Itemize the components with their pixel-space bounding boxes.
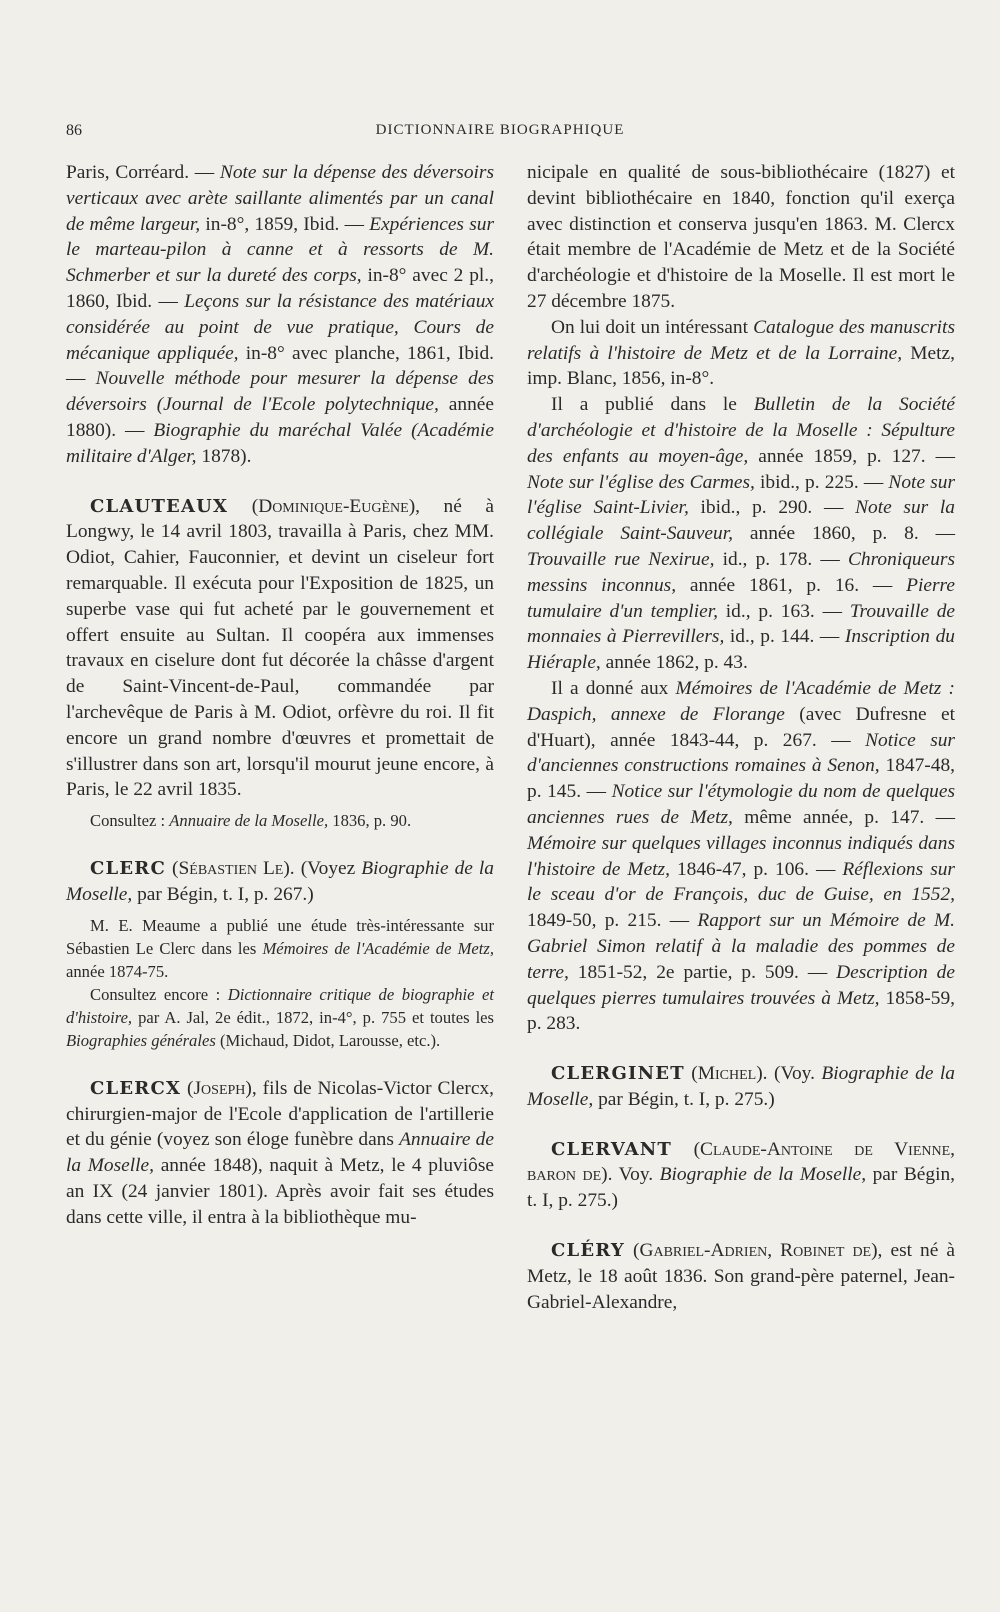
entry-heading: CLAUTEAUX bbox=[90, 495, 229, 517]
note-meaume: M. E. Meaume a publié une étude très-intéressante sur Sébastien Le Clerc dans les Mémoires de l'Académie de Metz, année 1874-75. bbox=[66, 915, 494, 981]
entry-heading: CLERCX bbox=[90, 1077, 182, 1099]
paragraph-bulletin: Il a publié dans le Bulletin de la Société d'archéologie et d'histoire de la Moselle : Sépulture des enfants au moyen-âge, année 1859, p. 127. — Note sur l'église des Carmes, ibid., p. 225. — Note sur l'église Saint-Livier, ibid., p. 290. — Note sur la collégiale Saint-Sauveur, année 1860, p. 8. — Trouvaille rue Nexirue, id., p. 178. — Chroniqueurs messins inconnus, année 1861, p. 16. — Pierre tumulaire d'un templier, id., p. 163. — Trouvaille de monnaies à Pierrevillers, id., p. 144. — Inscription du Hiéraple, année 1862, p. 43. bbox=[527, 394, 956, 674]
running-title: DICTIONNAIRE BIOGRAPHIQUE bbox=[375, 122, 625, 138]
entry-heading: CLERC bbox=[90, 858, 166, 880]
entry-clery: CLÉRY (Gabriel-Adrien, Robinet de), est né à Metz, le 18 août 1836. Son grand-père paternel, Jean-Gabriel-Alexandre, bbox=[527, 1240, 955, 1313]
entry-clervant: CLERVANT (Claude-Antoine de Vienne, baron de). Voy. Biographie de la Moselle, par Bégin, t. I, p. 275.) bbox=[527, 1138, 956, 1212]
entry-clerginet: CLERGINET (Michel). (Voy. Biographie de la Moselle, par Bégin, t. I, p. 275.) bbox=[527, 1063, 955, 1110]
paragraph-memoires: Il a donné aux Mémoires de l'Académie de Metz : Daspich, annexe de Florange (avec Dufresne et d'Huart), année 1843-44, p. 267. — Notice sur d'anciennes constructions romaines à Senon, 1847-48, p. 145. — Notice sur l'étymologie du nom de quelques anciennes rues de Metz, même année, p. 147. — Mémoire sur quelques villages inconnus indiqués dans l'histoire de Metz, 1846-47, p. 106. — Réflexions sur le sceau d'or de François, duc de Guise, en 1552, 1849-50, p. 215. — Rapport sur un Mémoire de M. Gabriel Simon relatif à la maladie des pommes de terre, 1851-52, 2e partie, p. 509. — Description de quelques pierres tumulaires trouvées à Metz, 1858-59, p. 283. bbox=[527, 677, 955, 1035]
entry-heading: CLERGINET bbox=[551, 1063, 685, 1085]
paragraph-clercx-continued: nicipale en qualité de sous-bibliothécaire (1827) et devint bibliothécaire en 1840, fonction qu'il exerça avec distinction et conserva jusqu'en 1863. M. Clercx était membre de l'Académie de Metz et de la Société d'archéologie et d'histoire de la Moselle. Il est mort le 27 décembre 1875. bbox=[527, 162, 955, 312]
note-consultez-encore: Consultez encore : Dictionnaire critique de biographie et d'histoire, par A. Jal, 2e édit., 1872, in-4°, p. 755 et toutes les Biographies générales (Michaud, Didot, Larousse, etc.). bbox=[66, 984, 494, 1050]
paragraph-continuation: Paris, Corréard. — Note sur la dépense des déversoirs verticaux avec arète saillante alimentés par un canal de même largeur, in-8°, 1859, Ibid. — Expériences sur le marteau-pilon à canne et à ressorts de M. Schmerber et sur la dureté des corps, in-8° avec 2 pl., 1860, Ibid. — Leçons sur la résistance des matériaux considérée au point de vue pratique, Cours de mécanique appliquée, in-8° avec planche, 1861, Ibid. — Nouvelle méthode pour mesurer la dépense des déversoirs (Journal de l'Ecole polytechnique, année 1880). — Biographie du maréchal Valée (Académie militaire d'Alger, 1878). bbox=[66, 162, 495, 467]
entry-clerc: CLERC (Sébastien Le). (Voyez Biographie de la Moselle, par Bégin, t. I, p. 267.) bbox=[66, 858, 494, 905]
paragraph-catalogue: On lui doit un intéressant Catalogue des manuscrits relatifs à l'histoire de Metz et de la Lorraine, Metz, imp. Blanc, 1856, in-8°. bbox=[527, 316, 955, 390]
right-column bbox=[527, 160, 955, 1315]
entry-clauteaux: CLAUTEAUX (Dominique-Eugène), né à Longwy, le 14 avril 1803, travailla à Paris, chez MM. Odiot, Cahier, Fauconnier, et devint un ciseleur fort remarquable. Il exécuta pour l'Exposition de 1825, un superbe vase qui fut acheté par le gouvernement et offert ensuite au Sultan. Il coopéra aux immenses travaux en ciselure dont fut décorée la châsse d'argent de Saint-Vincent-de-Paul, commandée par l'archevêque de Paris à M. Odiot, orfèvre du roi. Il fit encore un grand nombre d'œuvres et promettait de s'illustrer dans son art, lorsqu'il mourut jeune encore, à Paris, le 22 avril 1835. bbox=[66, 495, 494, 801]
left-column bbox=[66, 160, 494, 1231]
entry-heading: CLÉRY bbox=[551, 1240, 625, 1262]
note-consultez: Consultez : Annuaire de la Moselle, 1836, p. 90. bbox=[90, 811, 412, 831]
entry-heading: CLERVANT bbox=[551, 1138, 673, 1160]
page-number: 86 bbox=[66, 122, 82, 139]
entry-clercx: CLERCX (Joseph), fils de Nicolas-Victor Clercx, chirurgien-major de l'Ecole d'application de l'artillerie et du génie (voyez son éloge funèbre dans Annuaire de la Moselle, année 1848), naquit à Metz, le 4 pluviôse an IX (24 janvier 1801). Après avoir fait ses études dans cette ville, il entra à la bibliothèque mu- bbox=[66, 1077, 494, 1228]
